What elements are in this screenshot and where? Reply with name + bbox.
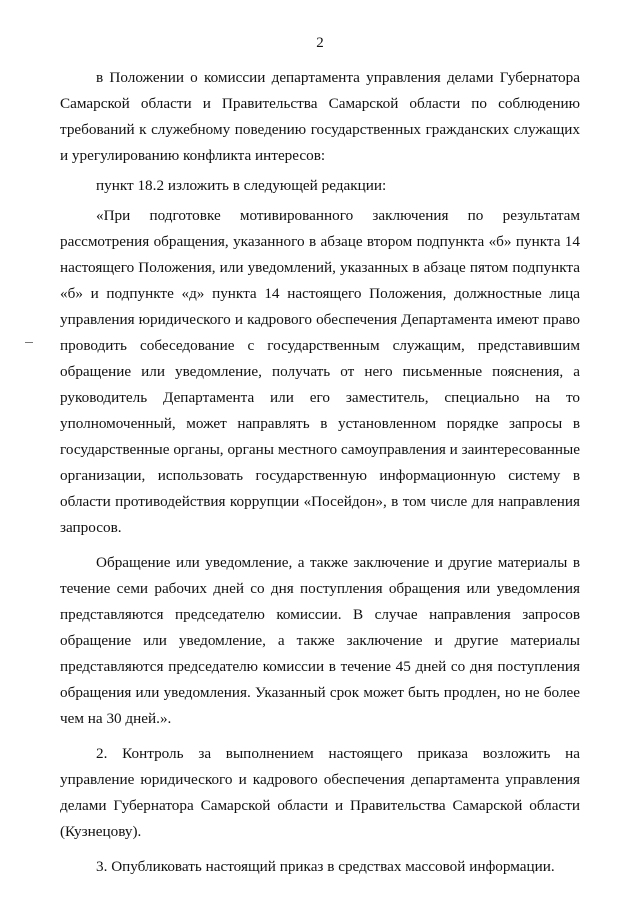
paragraph-intro: в Положении о комиссии департамента управления делами Губернатора Самарской области и Правительства Самарской области по соблюдению требований к служебному поведению государственных гражданских служащих и урегулированию конфликта интересов:: [60, 69, 580, 164]
paragraph-quote-continued: Обращение или уведомление, а также заключение и другие материалы в течение семи рабочих дней со дня поступления обращения или уведомления представляются председателю комиссии. В случае направления запросов обращение или уведомление, а также заключение и другие материалы представляются председателю комиссии в течение 45 дней со дня поступления обращения или уведомления. Указанный срок может быть продлен, но не более чем на 30 дней.».: [60, 554, 580, 727]
paragraph-point-18-2: пункт 18.2 изложить в следующей редакции:: [96, 177, 387, 194]
paragraph-item-2: 2. Контроль за выполнением настоящего приказа возложить на управление юридического и кадрового обеспечения департамента управления делами Губернатора Самарской области и Правительства Самарской области (Кузнецову).: [60, 745, 580, 840]
paragraph-quote-main: «При подготовке мотивированного заключения по результатам рассмотрения обращения, указанного в абзаце втором подпункта «б» пункта 14 настоящего Положения, или уведомлений, указанных в абзаце пятом подпункта «б» и подпункте «д» пункта 14 настоящего Положения, должностные лица управления юридического и кадрового обеспечения Департамента имеют право проводить собеседование с государственным служащим, представившим обращение или уведомление, получать от него письменные пояснения, а руководитель Департамента или его заместитель, специально на то уполномоченный, может направлять в установленном порядке запросы в государственные органы, органы местного самоуправления и заинтересованные организации, использовать государственную информационную систему в области противодействия коррупции «Посейдон», в том числе для направления запросов.: [60, 207, 580, 536]
paragraph-item-3: 3. Опубликовать настоящий приказ в средствах массовой информации.: [96, 858, 555, 875]
page-number: 2: [316, 35, 324, 51]
document-body: [60, 65, 580, 884]
margin-mark: [25, 342, 33, 343]
